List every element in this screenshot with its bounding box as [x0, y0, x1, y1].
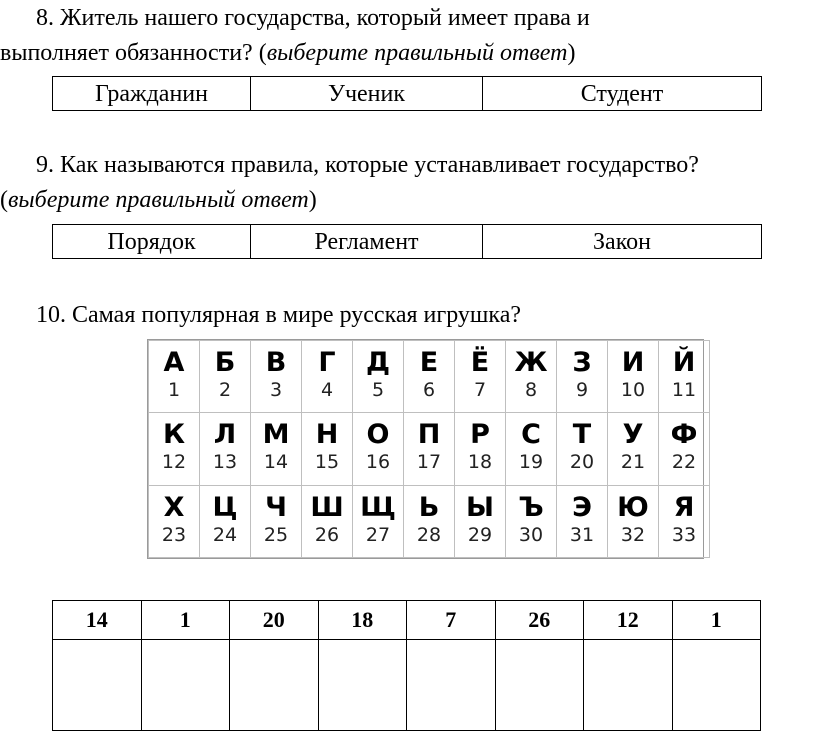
- alphabet-letter: Ч: [265, 491, 287, 523]
- alphabet-letter: Г: [318, 347, 336, 378]
- alphabet-number: 21: [620, 451, 646, 474]
- alphabet-number: 23: [161, 523, 187, 546]
- alphabet-letter: Ф: [670, 419, 698, 451]
- alphabet-number: 22: [671, 451, 697, 474]
- alphabet-number: 28: [416, 523, 442, 546]
- alphabet-number: 13: [212, 451, 238, 474]
- alphabet-letter: Ё: [470, 347, 490, 378]
- alphabet-cell: [557, 485, 608, 557]
- alphabet-letter: Ы: [466, 491, 494, 523]
- alphabet-number: 7: [473, 379, 487, 401]
- question-9-line1: 9. Как называются правила, которые устанавливает государство?: [36, 152, 699, 178]
- alphabet-cell: [302, 341, 353, 413]
- alphabet-cell: [149, 413, 200, 485]
- alphabet-number: 16: [365, 451, 391, 474]
- code-cell: 18: [318, 601, 407, 640]
- answer-table: [52, 600, 761, 731]
- alphabet-cell: [200, 413, 251, 485]
- code-cell: 14: [53, 601, 142, 640]
- alphabet-cell: [404, 341, 455, 413]
- alphabet-cell: [200, 485, 251, 557]
- alphabet-cell: [608, 485, 659, 557]
- alphabet-cell: [200, 341, 251, 413]
- alphabet-letter: Ь: [418, 491, 440, 523]
- alphabet-cell: [659, 485, 710, 557]
- code-cell: 12: [584, 601, 673, 640]
- alphabet-cipher-grid: [147, 339, 704, 559]
- answer-letter-cell[interactable]: [407, 640, 496, 731]
- option-grazhdanin[interactable]: Гражданин: [53, 77, 251, 111]
- alphabet-letter: Б: [214, 347, 236, 378]
- alphabet-cell: [455, 485, 506, 557]
- alphabet-cell: [557, 413, 608, 485]
- alphabet-number: 10: [620, 379, 646, 401]
- alphabet-letter: О: [366, 419, 390, 451]
- alphabet-letter: Ъ: [518, 491, 544, 523]
- answer-letter-cell[interactable]: [53, 640, 142, 731]
- alphabet-cell: [455, 341, 506, 413]
- question-9-instruction: выберите правильный ответ: [8, 187, 309, 213]
- code-cell: 1: [672, 601, 761, 640]
- alphabet-row: [149, 341, 710, 413]
- alphabet-letter: В: [265, 347, 287, 378]
- answer-letter-cell[interactable]: [672, 640, 761, 731]
- alphabet-cell: [404, 485, 455, 557]
- alphabet-letter: Т: [572, 419, 592, 451]
- alphabet-cell: [404, 413, 455, 485]
- option-uchenik[interactable]: Ученик: [251, 77, 483, 111]
- alphabet-number: 24: [212, 523, 238, 546]
- alphabet-number: 27: [365, 523, 391, 546]
- alphabet-cell: [353, 413, 404, 485]
- question-9-options-table: [52, 224, 762, 259]
- question-8-paren: ): [567, 40, 576, 66]
- alphabet-number: 15: [314, 451, 340, 474]
- alphabet-cell: [608, 341, 659, 413]
- code-cell: 26: [495, 601, 584, 640]
- alphabet-cell: [149, 341, 200, 413]
- question-10-line1: 10. Самая популярная в мире русская игрушка?: [36, 302, 522, 328]
- alphabet-cell: [353, 485, 404, 557]
- alphabet-row: [149, 413, 710, 485]
- question-8-instruction: выберите правильный ответ: [266, 40, 568, 66]
- alphabet-number: 3: [269, 379, 283, 401]
- option-student[interactable]: Студент: [483, 77, 762, 111]
- alphabet-letter: С: [521, 419, 541, 451]
- answer-letter-cell[interactable]: [584, 640, 673, 731]
- alphabet-letter: Й: [672, 347, 696, 378]
- alphabet-number: 2: [218, 379, 232, 401]
- alphabet-letter: Н: [315, 419, 339, 451]
- code-cell: 7: [407, 601, 496, 640]
- alphabet-cell: [608, 413, 659, 485]
- alphabet-cell: [659, 413, 710, 485]
- option-zakon[interactable]: Закон: [483, 225, 762, 259]
- alphabet-number: 8: [524, 379, 538, 401]
- alphabet-cell: [506, 485, 557, 557]
- alphabet-number: 25: [263, 523, 289, 546]
- alphabet-letter: Я: [673, 491, 695, 523]
- alphabet-number: 18: [467, 451, 493, 474]
- alphabet-number: 12: [161, 451, 187, 474]
- alphabet-letter: Ю: [617, 491, 649, 523]
- question-8-line2: [0, 39, 575, 67]
- alphabet-number: 5: [371, 379, 385, 401]
- alphabet-table: [148, 340, 710, 558]
- alphabet-cell: [251, 341, 302, 413]
- alphabet-number: 14: [263, 451, 289, 474]
- alphabet-number: 17: [416, 451, 442, 474]
- alphabet-letter: К: [162, 419, 186, 451]
- option-poryadok[interactable]: Порядок: [53, 225, 251, 259]
- answer-letter-cell[interactable]: [495, 640, 584, 731]
- alphabet-cell: [455, 413, 506, 485]
- code-cell: 1: [141, 601, 230, 640]
- alphabet-number: 32: [620, 523, 646, 546]
- alphabet-cell: [302, 413, 353, 485]
- question-8-line1: 8. Житель нашего государства, который имеет права и: [36, 5, 590, 31]
- question-9-line2: [0, 186, 317, 214]
- alphabet-cell: [557, 341, 608, 413]
- alphabet-number: 30: [518, 523, 544, 546]
- answer-code-row: [53, 601, 761, 640]
- alphabet-number: 33: [671, 523, 697, 546]
- alphabet-cell: [506, 341, 557, 413]
- answer-letter-row: [53, 640, 761, 731]
- answer-letter-cell[interactable]: [230, 640, 319, 731]
- question-9-paren-open: (: [0, 187, 8, 213]
- code-cell: 20: [230, 601, 319, 640]
- alphabet-cell: [251, 413, 302, 485]
- alphabet-letter: Х: [163, 491, 185, 523]
- alphabet-number: 1: [167, 379, 181, 401]
- alphabet-number: 9: [575, 379, 589, 401]
- alphabet-cell: [659, 341, 710, 413]
- alphabet-letter: Ц: [212, 491, 238, 523]
- alphabet-number: 31: [569, 523, 595, 546]
- alphabet-number: 19: [518, 451, 544, 474]
- alphabet-number: 29: [467, 523, 493, 546]
- alphabet-letter: М: [262, 419, 290, 451]
- answer-letter-cell[interactable]: [141, 640, 230, 731]
- alphabet-row: [149, 485, 710, 557]
- alphabet-letter: Щ: [360, 491, 396, 523]
- alphabet-cell: [251, 485, 302, 557]
- alphabet-cell: [506, 413, 557, 485]
- alphabet-cell: [149, 485, 200, 557]
- alphabet-number: 11: [671, 379, 697, 401]
- question-8-text: выполняет обязанности? (: [0, 40, 267, 66]
- alphabet-cell: [353, 341, 404, 413]
- question-8-options-table: [52, 76, 762, 111]
- alphabet-letter: Ж: [514, 347, 548, 378]
- alphabet-number: 26: [314, 523, 340, 546]
- alphabet-letter: З: [572, 347, 592, 378]
- alphabet-number: 20: [569, 451, 595, 474]
- alphabet-letter: Ш: [310, 491, 344, 523]
- alphabet-letter: Р: [470, 419, 490, 451]
- question-9-paren-close: ): [308, 187, 317, 213]
- alphabet-number: 4: [320, 379, 334, 401]
- alphabet-letter: А: [163, 347, 185, 378]
- alphabet-letter: Е: [419, 347, 439, 378]
- alphabet-letter: Л: [213, 419, 237, 451]
- option-reglament[interactable]: Регламент: [251, 225, 483, 259]
- alphabet-letter: Э: [572, 491, 592, 523]
- alphabet-letter: П: [417, 419, 441, 451]
- alphabet-number: 6: [422, 379, 436, 401]
- alphabet-letter: У: [622, 419, 644, 451]
- alphabet-letter: И: [621, 347, 645, 378]
- answer-letter-cell[interactable]: [318, 640, 407, 731]
- alphabet-cell: [302, 485, 353, 557]
- alphabet-letter: Д: [365, 347, 391, 378]
